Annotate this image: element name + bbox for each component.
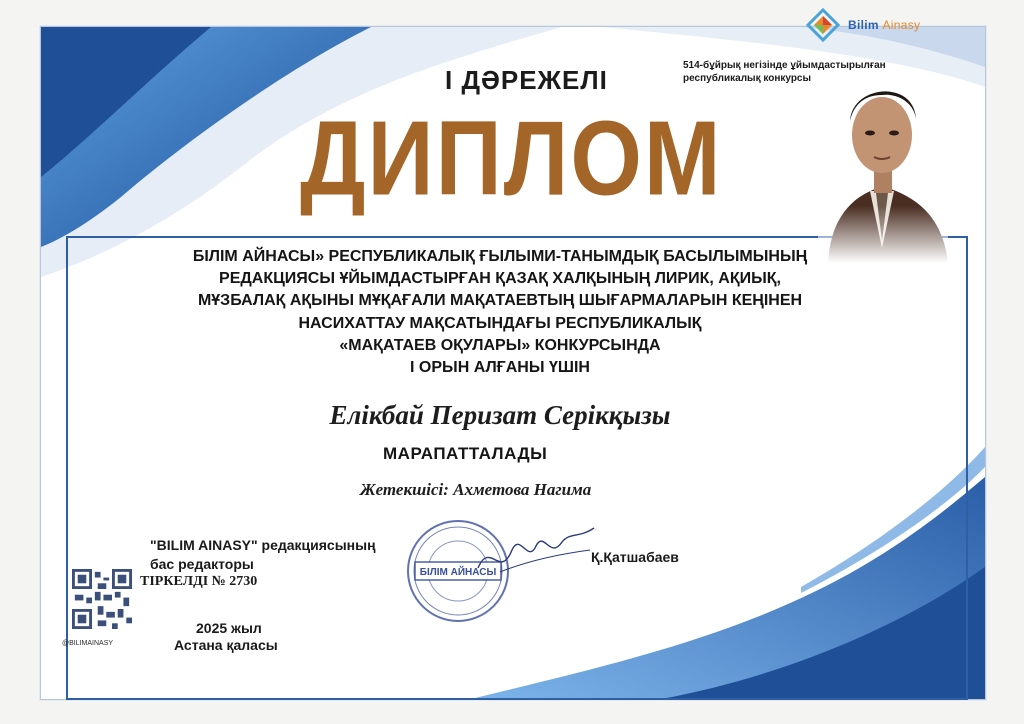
recipient-name: Елікбай Перизат Серікқызы bbox=[329, 400, 671, 430]
registration-number: ТІРКЕЛДІ № 2730 bbox=[140, 574, 258, 589]
logo-name-part1: Bilim bbox=[848, 18, 879, 32]
signer-name: Қ.Қатшабаев bbox=[591, 549, 679, 565]
award-line-2: РЕДАКЦИЯСЫ ҰЙЫМДАСТЫРҒАН ҚАЗАҚ ХАЛҚЫНЫҢ ЛИРИК, АҚИЫҚ, bbox=[219, 270, 781, 288]
stamp-text: БІЛІМ АЙНАСЫ bbox=[419, 567, 497, 578]
editor-line-2: бас редакторы bbox=[150, 556, 254, 572]
logo-text bbox=[848, 18, 920, 32]
supervisor-name: Жетекшісі: Ахметова Нагима bbox=[360, 480, 592, 499]
diploma-title: ДИПЛОМ bbox=[300, 100, 723, 218]
award-line-3: МҰЗБАЛАҚ АҚЫНЫ МҰҚАҒАЛИ МАҚАТАЕВТЫҢ ШЫҒАРМАЛАРЫН КЕҢІНЕН bbox=[197, 292, 803, 310]
award-line-1: БІЛІМ АЙНАСЫ» РЕСПУБЛИКАЛЫҚ ҒЫЛЫМИ-ТАНЫМДЫҚ БАСЫЛЫМЫНЫҢ bbox=[192, 248, 808, 265]
awarded-label: МАРАПАТТАЛАДЫ bbox=[383, 444, 548, 463]
issue-city: Астана қаласы bbox=[174, 637, 278, 653]
contest-note-line-1: 514-бұйрық негізінде ұйымдастырылған bbox=[683, 60, 886, 71]
editor-line-1: "BILIM AINASY" редакциясының bbox=[150, 537, 376, 553]
award-line-5: «МАҚАТАЕВ ОҚУЛАРЫ» КОНКУРСЫНДА bbox=[339, 336, 661, 354]
qr-code-icon bbox=[72, 569, 132, 629]
diamond-logo-icon bbox=[806, 8, 840, 42]
degree-label: І ДӘРЕЖЕЛІ bbox=[445, 65, 608, 95]
signature bbox=[470, 520, 600, 590]
award-description bbox=[140, 246, 860, 379]
contest-note-line-2: республикалық конкурсы bbox=[683, 72, 812, 84]
social-handle: @BILIMAINASY bbox=[62, 640, 114, 647]
logo-name-part2: Ainasy bbox=[882, 18, 921, 32]
poet-portrait bbox=[818, 73, 948, 263]
issue-year: 2025 жыл bbox=[196, 620, 262, 636]
award-line-6: І ОРЫН АЛҒАНЫ ҮШІН bbox=[410, 359, 590, 377]
bilim-ainasy-logo bbox=[806, 8, 920, 42]
award-line-4: НАСИХАТТАУ МАҚСАТЫНДАҒЫ РЕСПУБЛИКАЛЫҚ bbox=[298, 314, 702, 332]
chief-editor-label bbox=[150, 536, 376, 574]
